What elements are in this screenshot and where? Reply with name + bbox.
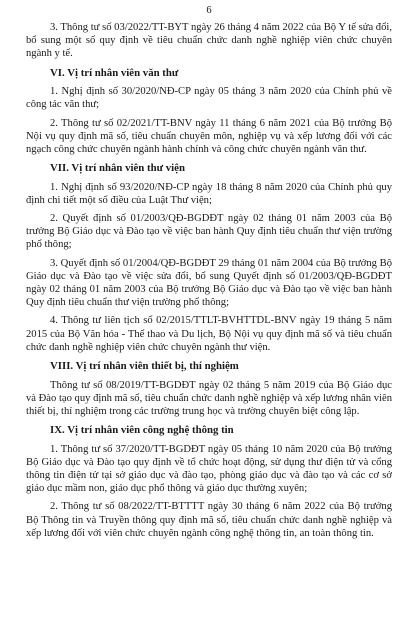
paragraph-ix-2: 2. Thông tư số 08/2022/TT-BTTTT ngày 30 tháng 6 năm 2022 của Bộ trưởng Bộ Thông tin và Truyền thông quy định mã số, tiêu chuẩn chức danh nghề nghiệp và xếp lương đối với viên chức chuyên ngành công nghệ thông tin, an toàn thông tin. xyxy=(26,501,392,539)
section-heading-vii: VII. Vị trí nhân viên thư viện xyxy=(50,162,185,175)
section-heading-ix: IX. Vị trí nhân viên công nghệ thông tin xyxy=(50,424,234,437)
page-number: 6 xyxy=(206,5,212,16)
paragraph-vii-4: 4. Thông tư liên tịch số 02/2015/TTLT-BVHTTDL-BNV ngày 19 tháng 5 năm 2015 của Bộ Văn hóa - Thể thao và Du lịch, Bộ Nội vụ quy định mã số và tiêu chuẩn chức danh nghề nghiệp viên chức chuyên ngành thư viện. xyxy=(26,315,392,353)
section-heading-vi: VI. Vị trí nhân viên văn thư xyxy=(50,66,179,79)
paragraph-vii-1: 1. Nghị định số 93/2020/NĐ-CP ngày 18 tháng 8 năm 2020 của Chính phủ quy định chi tiết một số điều của Luật Thư viện; xyxy=(26,181,392,206)
section-heading-viii: VIII. Vị trí nhân viên thiết bị, thí nghiệm xyxy=(50,360,239,373)
paragraph-vii-3: 3. Quyết định số 01/2004/QĐ-BGDĐT 29 tháng 01 năm 2004 của Bộ trưởng Bộ Giáo dục và Đào tạo về việc sửa đổi, bổ sung Quyết định số 01/2003/QĐ-BGDĐT ngày 02 tháng 01 năm 2003 của Bộ trưởng Bộ Giáo dục và Đào tạo về việc ban hành Quy định tiêu chuẩn thư viện trường phổ thông; xyxy=(26,257,392,309)
paragraph-vi-1: 1. Nghị định số 30/2020/NĐ-CP ngày 05 tháng 3 năm 2020 của Chính phủ về công tác văn thư; xyxy=(26,86,392,111)
paragraph-ix-1: 1. Thông tư số 37/2020/TT-BGDĐT ngày 05 tháng 10 năm 2020 của Bộ trưởng Bộ Giáo dục và Đào tạo quy định về tổ chức hoạt động, sử dụng thư điện tử và cổng thông tin điện tử tại sở giáo dục và đào tạo, phòng giáo dục và đào tạo và các cơ sở giáo dục mầm non, giáo dục phổ thông và giáo dục thường xuyên; xyxy=(26,443,392,495)
paragraph-viii: Thông tư số 08/2019/TT-BGDĐT ngày 02 tháng 5 năm 2019 của Bộ Giáo dục và Đào tạo quy định mã số, tiêu chuẩn chức danh nghề nghiệp và xếp lương nhân viên thiết bị, thí nghiệm trong các trường trung học và trường chuyên biệt công lập. xyxy=(26,379,392,417)
paragraph-vii-2: 2. Quyết định số 01/2003/QĐ-BGDĐT ngày 02 tháng 01 năm 2003 của Bộ trưởng Bộ Giáo dục và Đào tạo về việc ban hành Quy định tiêu chuẩn thư viện trường phổ thông; xyxy=(26,213,392,251)
paragraph-vi-2: 2. Thông tư số 02/2021/TT-BNV ngày 11 tháng 6 năm 2021 của Bộ trưởng Bộ Nội vụ quy định mã số, tiêu chuẩn chuyên môn, nghiệp vụ và xếp lương đối với các ngạch công chức chuyên ngành hành chính và công chức chuyên ngành văn thư. xyxy=(26,117,392,155)
paragraph-v-3: 3. Thông tư số 03/2022/TT-BYT ngày 26 tháng 4 năm 2022 của Bộ Y tế sửa đổi, bổ sung một số quy định về tiêu chuẩn chức danh nghề nghiệp viên chức chuyên ngành y tế. xyxy=(26,22,392,60)
